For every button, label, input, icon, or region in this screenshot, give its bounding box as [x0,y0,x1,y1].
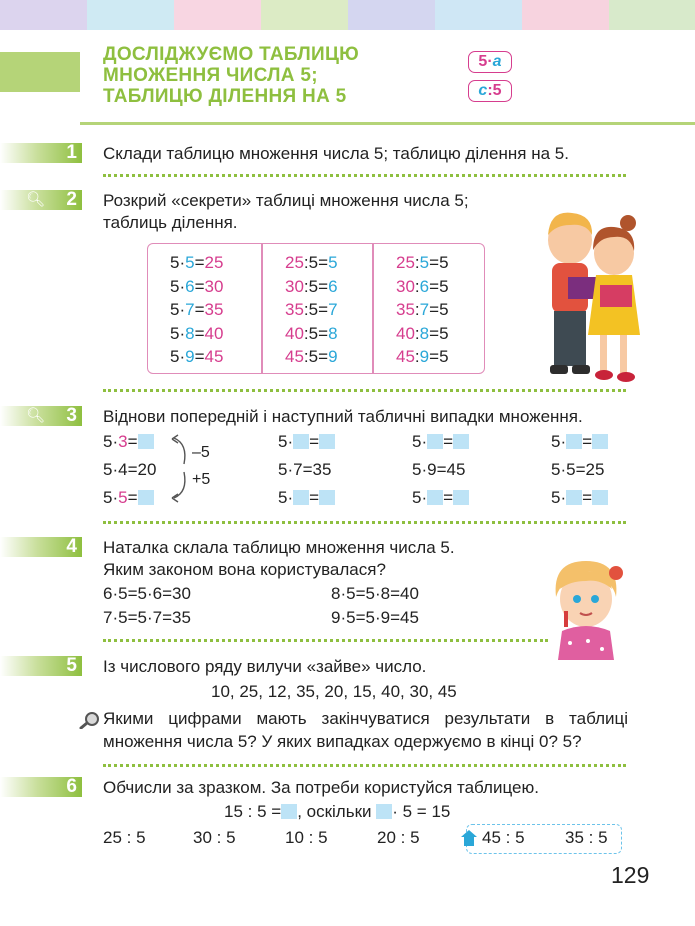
task-2-line: Розкрий «секрети» таблиці множення числа 5; [103,191,469,210]
table-row: 40:5=8 [285,323,338,343]
stripe [174,0,261,30]
minus-label: –5 [192,444,210,461]
expression: 5·3= [103,431,154,453]
task-6-text: Обчисли за зразком. За потреби користуйся таблицею. [103,778,539,797]
task-number-tab [0,143,82,163]
stripe [522,0,609,30]
task-number-tab [0,537,82,557]
task-3-text: Віднови попередній і наступний табличні випадки множення. [103,407,583,426]
magnifier-icon: 🔍︎ [26,191,46,208]
answer-box[interactable] [138,490,154,505]
division-item: 10 : 5 [285,828,328,847]
answer-box[interactable] [293,434,309,449]
table-row: 30:6=5 [396,276,449,296]
expression: 5· = [551,431,608,453]
answer-box[interactable] [319,434,335,449]
table-row: 45:5=9 [285,347,338,366]
task-number: 5 [66,655,77,676]
magnifier-icon [79,711,101,729]
task-2-line: таблиць ділення. [103,213,238,232]
table-row: 45:9=5 [396,347,449,366]
expression: 7·5=5·7=35 [103,608,191,627]
answer-box[interactable] [138,434,154,449]
stripe [348,0,435,30]
expression: 5· = [412,431,469,453]
table-row: 40:8=5 [396,323,449,343]
answer-box[interactable] [592,490,608,505]
question-line: множення числа 5? У яких випадках одержуємо в кінці 0? 5? [103,732,582,751]
table-column [396,251,449,369]
task-number: 3 [66,405,77,426]
title-line: ТАБЛИЦЮ ДІЛЕННЯ НА 5 [103,86,347,107]
badge-operator: · [487,53,493,70]
answer-box[interactable] [319,490,335,505]
answer-box[interactable] [566,434,582,449]
answer-box[interactable] [376,804,392,819]
number-series: 10, 25, 12, 35, 20, 15, 40, 30, 45 [211,682,457,701]
girl-illustration [548,555,626,660]
stripe [609,0,695,30]
expression: 5· = [278,431,335,453]
task-4-line: Яким законом вона користувалася? [103,560,386,579]
table-divider [372,244,374,373]
expression: 5· = [412,487,469,509]
stripe [261,0,348,30]
expression: 5· = [551,487,608,509]
table-divider [261,244,263,373]
table-row: 5·7=35 [170,300,224,319]
division-item: 35 : 5 [565,828,608,847]
table-column [170,251,223,369]
table-row: 5·5=25 [170,253,224,272]
table-row: 25:5=5 [285,253,338,272]
question-line: Якими цифрами мають закінчуватися результати в таблиці [103,709,628,728]
division-item: 25 : 5 [103,828,146,847]
sample-expression: 15 : 5 = , оскільки · 5 = 15 [224,802,451,821]
task-number: 2 [66,189,77,210]
dotted-divider [103,639,548,642]
task-number: 6 [66,776,77,797]
answer-box[interactable] [427,490,443,505]
expression: 9·5=5·9=45 [331,608,419,627]
task-number: 4 [66,536,77,557]
task-number-tab [0,406,82,426]
table-row: 5·6=30 [170,276,224,296]
stripe [435,0,522,30]
expression: 5·9=45 [412,460,466,479]
plus-label: +5 [192,471,211,488]
header-underline [80,122,695,125]
table-row: 30:5=6 [285,276,338,296]
title-line: МНОЖЕННЯ ЧИСЛА 5; [103,65,318,86]
table-column [285,251,338,369]
badge-variable: a [492,53,502,70]
header-accent-bar [0,52,80,92]
task-5-text: Із числового ряду вилучи «зайве» число. [103,657,427,676]
stripe [0,0,87,30]
dotted-divider [103,764,626,767]
title-line: ДОСЛІДЖУЄМО ТАБЛИЦЮ [103,44,360,65]
dotted-divider [103,174,626,177]
table-row: 25:5=5 [396,253,449,272]
answer-box[interactable] [566,490,582,505]
expression: 5·7=35 [278,460,332,479]
division-item: 20 : 5 [377,828,420,847]
dotted-divider [103,389,626,392]
task-1-text: Склади таблицю множення числа 5; таблицю ділення на 5. [103,144,569,163]
task-4-line: Наталка склала таблицю множення числа 5. [103,538,455,557]
badge-number: 5 [492,82,502,99]
badge-operator: : [487,82,493,99]
answer-box[interactable] [293,490,309,505]
expression: 8·5=5·8=40 [331,584,419,603]
expression: 5·5= [103,487,154,509]
expression: 5· = [278,487,335,509]
expression: 5·5=25 [551,460,605,479]
expression: 6·5=5·6=30 [103,584,191,603]
task-number-tab [0,190,82,210]
page-title [103,44,359,107]
page-number: 129 [611,862,650,888]
magnifier-icon: 🔍︎ [26,407,46,424]
children-illustration [538,205,648,390]
table-row: 35:5=7 [285,300,338,319]
dotted-divider [103,521,626,524]
multiplication-table [147,243,485,374]
task-number: 1 [66,142,77,163]
table-row: 5·8=40 [170,323,224,343]
table-row: 35:7=5 [396,300,449,319]
answer-box[interactable] [427,434,443,449]
answer-box[interactable] [281,804,297,819]
stripe [87,0,174,30]
multiplication-badge [468,51,512,73]
badge-variable: c [478,82,488,99]
answer-box[interactable] [453,490,469,505]
home-icon [460,829,478,847]
step-arrows [170,434,190,504]
division-badge [468,80,512,102]
table-row: 5·9=45 [170,347,224,366]
division-item: 30 : 5 [193,828,236,847]
task-number-tab [0,777,82,797]
task-number-tab [0,656,82,676]
division-item: 45 : 5 [482,828,525,847]
answer-box[interactable] [453,434,469,449]
answer-box[interactable] [592,434,608,449]
expression: 5·4=20 [103,460,157,479]
badge-number: 5 [478,53,488,70]
